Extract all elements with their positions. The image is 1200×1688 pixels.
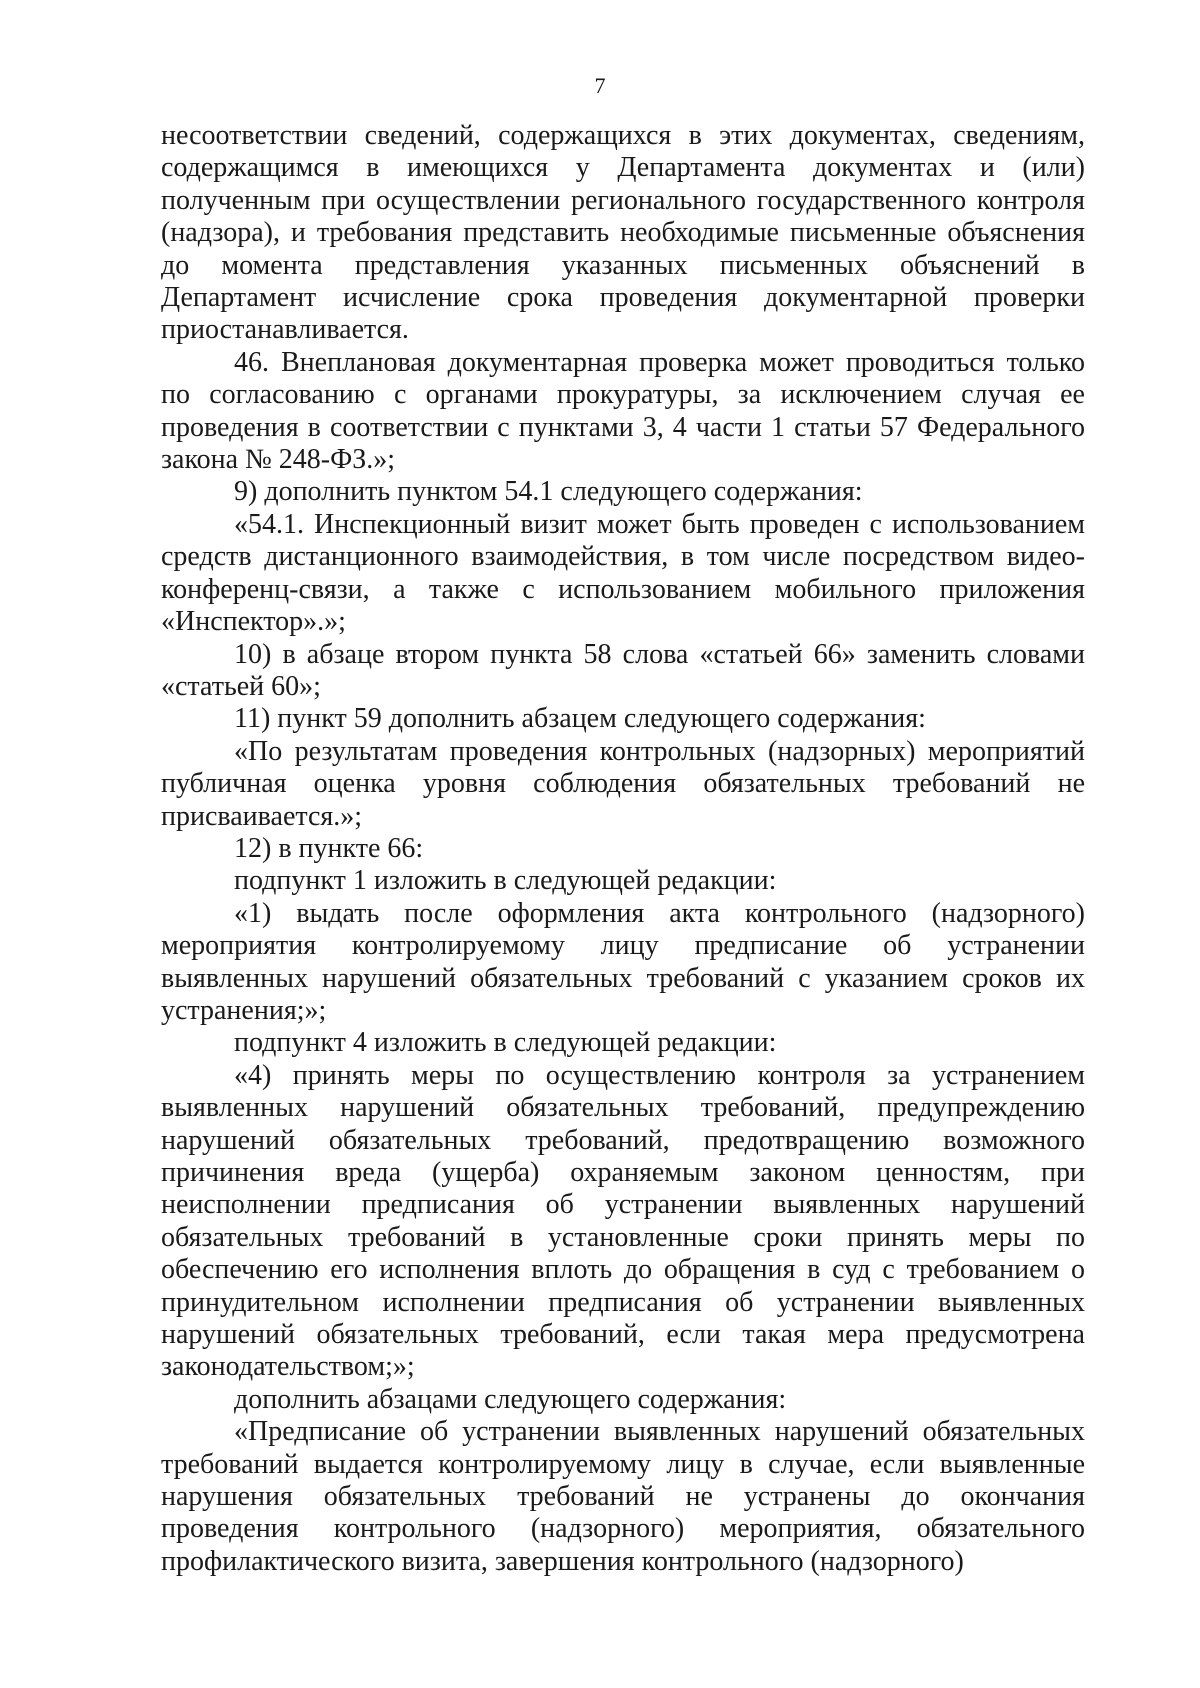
paragraph: «Предписание об устранении выявленных нарушений обязательных требований выдается контролируемому лицу в случае, если выявленные нарушения обязательных требований не устранены до окончания проведения контрольного (надзорного) мероприятия, обязательного профилактического визита, завершения контрольного (надзорного) (161, 1416, 1085, 1577)
paragraph: «По результатам проведения контрольных (надзорных) мероприятий публичная оценка уровня соблюдения обязательных требований не присваивается.»; (161, 735, 1085, 832)
paragraph: несоответствии сведений, содержащихся в этих документах, сведениям, содержащимся в имеющихся у Департамента документах и (или) полученным при осуществлении регионального государственного контроля (надзора), и требования представить необходимые письменные объяснения до момента представления указанных письменных объяснений в Департамент исчисление срока проведения документарной проверки приостанавливается. (161, 120, 1085, 346)
paragraph: 10) в абзаце втором пункта 58 слова «статьей 66» заменить словами «статьей 60»; (161, 638, 1085, 702)
paragraph: 46. Внеплановая документарная проверка может проводиться только по согласованию с органами прокуратуры, за исключением случая ее проведения в соответствии с пунктами 3, 4 части 1 статьи 57 Федерального закона № 248-ФЗ.»; (161, 346, 1085, 476)
paragraph: «1) выдать после оформления акта контрольного (надзорного) мероприятия контролируемому лицу предписание об устранении выявленных нарушений обязательных требований с указанием сроков их устранения;»; (161, 897, 1085, 1026)
paragraph: «4) принять меры по осуществлению контроля за устранением выявленных нарушений обязательных требований, предупреждению нарушений обязательных требований, предотвращению возможного причинения вреда (ущерба) охраняемым законом ценностям, при неисполнении предписания об устранении выявленных нарушений обязательных требований в установленные сроки принять меры по обеспечению его исполнения вплоть до обращения в суд с требованием о принудительном исполнении предписания об устранении выявленных нарушений обязательных требований, если такая мера предусмотрена законодательством;»; (161, 1059, 1085, 1383)
paragraph: подпункт 4 изложить в следующей редакции: (234, 1027, 777, 1059)
paragraph: 12) в пункте 66: (234, 832, 424, 864)
paragraph: дополнить абзацами следующего содержания: (234, 1383, 787, 1415)
paragraph: 9) дополнить пунктом 54.1 следующего содержания: (234, 476, 863, 508)
paragraph: «54.1. Инспекционный визит может быть проведен с использованием средств дистанционного взаимодействия, в том числе посредством видео-конференц-связи, а также с использованием мобильного приложения «Инспектор».»; (161, 508, 1085, 638)
paragraph: подпункт 1 изложить в следующей редакции: (234, 865, 777, 897)
document-body (161, 120, 1085, 1578)
page-number: 7 (594, 73, 606, 98)
paragraph: 11) пункт 59 дополнить абзацем следующего содержания: (234, 703, 926, 735)
